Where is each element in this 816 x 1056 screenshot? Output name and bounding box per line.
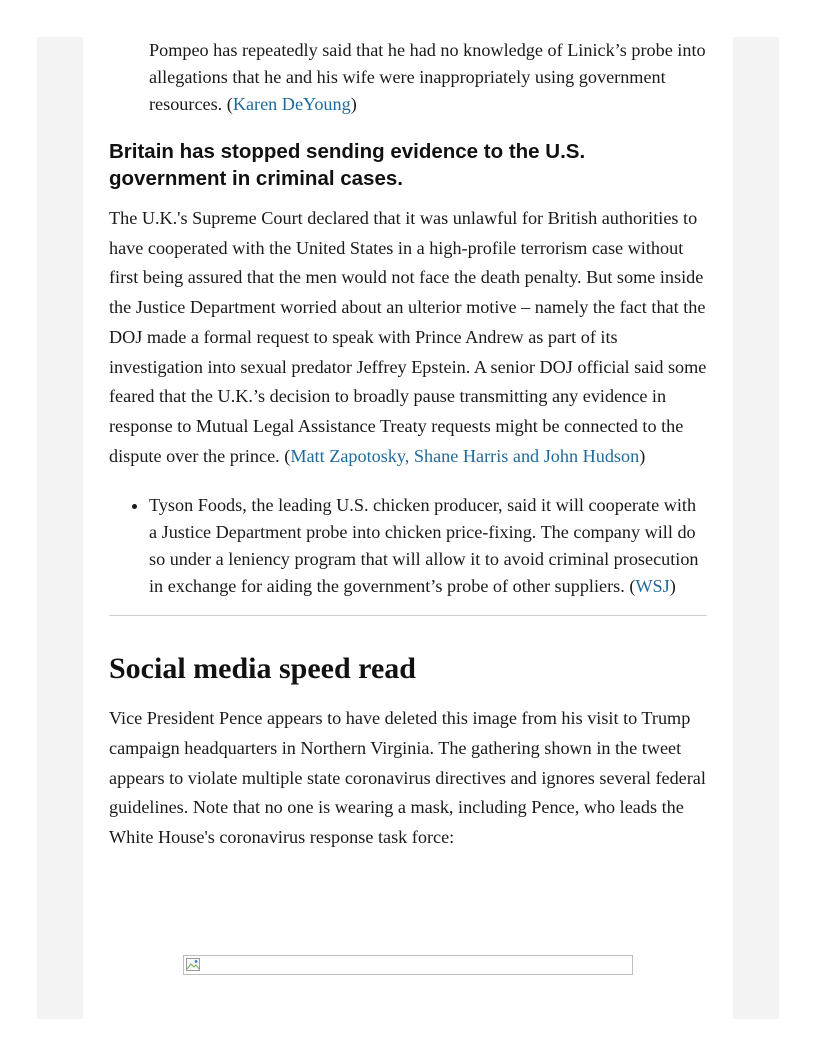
pence-paragraph: Vice President Pence appears to have deleted this image from his visit to Trump campaign headquarters in Northern Virginia. The gathering shown in the tweet appears to violate multiple state coronavirus directives and ignores several federal guidelines. Note that no one is wearing a mask, including Pence, who leads the White House's coronavirus response task force: [109,708,706,848]
broken-image-icon [186,958,200,971]
karen-deyoung-link[interactable]: Karen DeYoung [232,94,351,114]
news-bullet-list [109,492,707,600]
social-media-heading: Social media speed read [109,652,416,686]
article-content [109,37,707,853]
list-item: • Tyson Foods, the leading U.S. chicken producer, said it will cooperate with a Justice Department probe into chicken price-fixing. The company will do so under a leniency program that will allow it to avoid criminal prosecution in exchange for aiding the government’s probe of other suppliers. (WSJ) [149,492,707,600]
britain-heading: Britain has stopped sending evidence to the U.S. government in criminal cases. [109,140,586,190]
pompeo-paragraph: Pompeo has repeatedly said that he had no knowledge of Linick’s probe into allegations that he and his wife were inappropriately using government resources. (Karen DeYoung) [149,40,706,114]
left-margin-panel [37,37,83,1019]
right-margin-panel [733,37,779,1019]
section-divider [109,615,707,616]
zapotosky-harris-hudson-link[interactable]: Matt Zapotosky, Shane Harris and John Hudson [290,445,640,466]
tweet-image-placeholder [183,955,633,975]
wsj-link[interactable]: WSJ [635,576,670,597]
britain-paragraph: The U.K.'s Supreme Court declared that it was unlawful for British authorities to have cooperated with the United States in a high-profile terrorism case without first being assured that the men would not face the death penalty. But some inside the Justice Department worried about an ulterior motive – namely the fact that the DOJ made a formal request to speak with Prince Andrew as part of its investigation into sexual predator Jeffrey Epstein. A senior DOJ official said some feared that the U.K.’s decision to broadly pause transmitting any evidence in response to Mutual Legal Assistance Treaty requests might be connected to the dispute over the prince. (Matt Zapotosky, Shane Harris and John Hudson) [109,208,707,466]
